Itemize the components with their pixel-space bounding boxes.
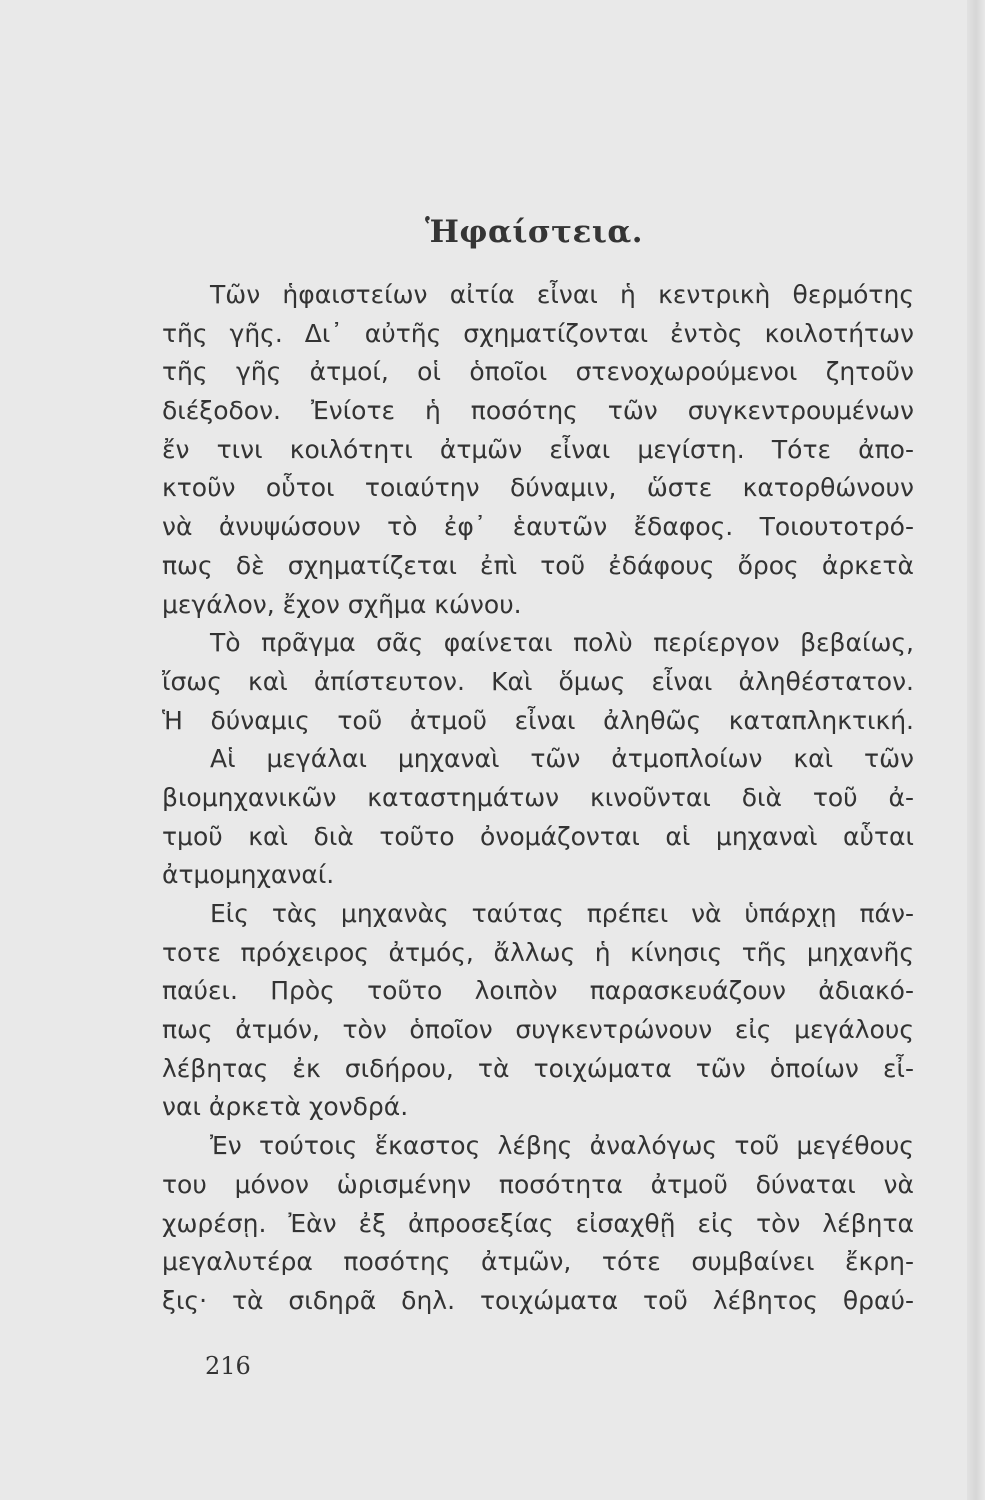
text-line: λέβητας ἐκ σιδήρου, τὰ τοιχώματα τῶν ὁποίων εἶ- [162,1053,914,1083]
text-line: νὰ ἀνυψώσουν τὸ ἐφ᾿ ἑαυτῶν ἔδαφος. Τοιουτοτρό- [162,512,914,542]
text-line: Εἰς τὰς μηχανὰς ταύτας πρέπει νὰ ὑπάρχῃ πάν- [210,899,914,928]
text-line: μεγαλυτέρα ποσότης ἀτμῶν, τότε συμβαίνει ἔκρη- [162,1247,914,1277]
page-edge [967,0,985,1500]
page-number: 216 [205,1352,251,1380]
text-line: τμοῦ καὶ διὰ τοῦτο ὀνομάζονται αἱ μηχαναὶ αὗται [162,821,914,851]
text-line: ναι ἀρκετὰ χονδρά. [162,1092,409,1122]
text-line: ξις· τὰ σιδηρᾶ δηλ. τοιχώματα τοῦ λέβητος θραύ- [162,1285,914,1315]
text-line: πως δὲ σχηματίζεται ἐπὶ τοῦ ἐδάφους ὄρος ἀρκετὰ [162,550,914,580]
text-line: τοτε πρόχειρος ἀτμός, ἄλλως ἡ κίνησις τῆς μηχανῆς [162,937,914,967]
text-line: Ἐν τούτοις ἕκαστος λέβης ἀναλόγως τοῦ μεγέθους [210,1131,914,1161]
text-line: Ἡ δύναμις τοῦ ἀτμοῦ εἶναι ἀληθῶς καταπληκτική. [162,705,914,735]
text-line: Τῶν ἡφαιστείων αἰτία εἶναι ἡ κεντρικὴ θερμότης [210,280,914,309]
text-line: παύει. Πρὸς τοῦτο λοιπὸν παρασκευάζουν ἀδιακό- [162,976,914,1006]
text-line: βιομηχανικῶν καταστημάτων κινοῦνται διὰ τοῦ ἀ- [162,782,914,812]
text-line: του μόνον ὡρισμένην ποσότητα ἀτμοῦ δύναται νὰ [162,1169,914,1199]
text-line: ἀτμομηχαναί. [162,860,335,890]
text-line: Τὸ πρᾶγμα σᾶς φαίνεται πολὺ περίεργον βεβαίως, [210,628,914,658]
body-text [162,276,914,1321]
text-line: πως ἀτμόν, τὸν ὁποῖον συγκεντρώνουν εἰς μεγάλους [162,1015,914,1045]
text-line: Αἱ μεγάλαι μηχαναὶ τῶν ἀτμοπλοίων καὶ τῶν [210,744,914,774]
text-line: μεγάλον, ἔχον σχῆμα κώνου. [162,589,522,619]
text-line: διέξοδον. Ἐνίοτε ἡ ποσότης τῶν συγκεντρουμένων [162,396,914,426]
text-line: ἔν τινι κοιλότητι ἀτμῶν εἶναι μεγίστη. Τότε ἀπο- [162,434,914,464]
text-line: ἴσως καὶ ἀπίστευτον. Καὶ ὅμως εἶναι ἀληθέστατον. [162,666,914,696]
text-line: τῆς γῆς. Δι᾿ αὐτῆς σχηματίζονται ἐντὸς κοιλοτήτων [162,318,914,348]
page-title: Ἡφαίστεια. [425,214,644,250]
text-line: τῆς γῆς ἀτμοί, οἱ ὁποῖοι στενοχωρούμενοι ζητοῦν [162,357,914,387]
text-line: χωρέσῃ. Ἐὰν ἐξ ἀπροσεξίας εἰσαχθῇ εἰς τὸν λέβητα [162,1208,914,1238]
text-line: κτοῦν οὗτοι τοιαύτην δύναμιν, ὥστε κατορθώνουν [162,473,914,503]
